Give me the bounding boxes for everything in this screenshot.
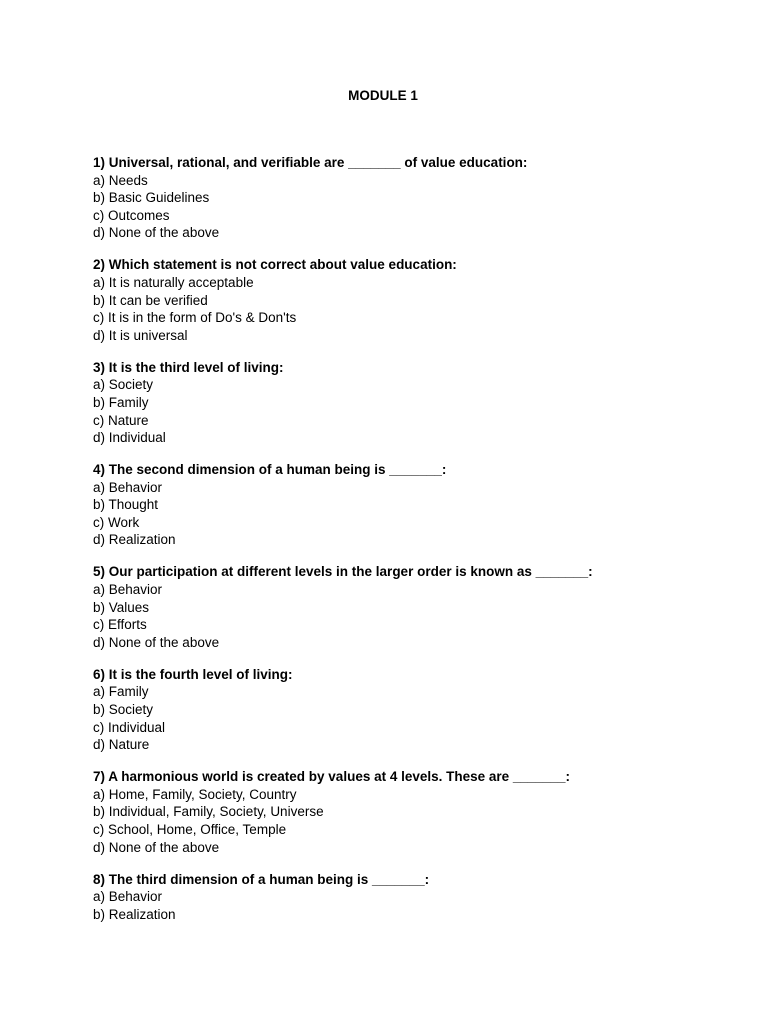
option-b: b) Basic Guidelines (93, 190, 210, 206)
question-1 (93, 154, 733, 242)
question-2 (93, 256, 733, 344)
option-c: c) School, Home, Office, Temple (93, 821, 287, 837)
option-c: c) It is in the form of Do's & Don'ts (93, 310, 297, 326)
question-4 (93, 461, 733, 549)
option-b: b) Thought (93, 497, 159, 513)
option-a: a) It is naturally acceptable (93, 274, 254, 290)
option-a: a) Society (93, 377, 154, 393)
question-text: 3) It is the third level of living: (93, 359, 284, 375)
question-text: 4) The second dimension of a human being is _______: (93, 462, 447, 478)
option-c: c) Efforts (93, 617, 147, 633)
page-title: MODULE 1 (348, 88, 418, 103)
option-d: d) None of the above (93, 634, 220, 650)
question-text: 5) Our participation at different levels in the larger order is known as _______: (93, 564, 593, 580)
option-d: d) Nature (93, 737, 150, 753)
option-a: a) Family (93, 684, 149, 700)
question-5 (93, 563, 733, 651)
option-d: d) None of the above (93, 839, 220, 855)
option-c: c) Nature (93, 412, 149, 428)
question-text: 2) Which statement is not correct about value education: (93, 257, 457, 273)
question-list (93, 154, 733, 938)
question-text: 7) A harmonious world is created by values at 4 levels. These are _______: (93, 769, 570, 785)
option-b: b) Family (93, 394, 149, 410)
question-text: 6) It is the fourth level of living: (93, 666, 293, 682)
option-b: b) Realization (93, 906, 176, 922)
option-d: d) None of the above (93, 225, 220, 241)
option-a: a) Needs (93, 172, 148, 188)
option-d: d) It is universal (93, 327, 188, 343)
option-c: c) Work (93, 514, 140, 530)
option-a: a) Behavior (93, 889, 163, 905)
option-b: b) It can be verified (93, 292, 208, 308)
question-8 (93, 871, 733, 924)
question-7 (93, 768, 733, 856)
option-a: a) Behavior (93, 479, 163, 495)
question-text: 1) Universal, rational, and verifiable are _______ of value education: (93, 155, 528, 170)
option-d: d) Realization (93, 532, 176, 548)
option-b: b) Individual, Family, Society, Universe (93, 804, 324, 820)
option-c: c) Individual (93, 719, 166, 735)
option-d: d) Individual (93, 430, 166, 446)
option-a: a) Behavior (93, 582, 163, 598)
question-3 (93, 359, 733, 447)
option-a: a) Home, Family, Society, Country (93, 786, 297, 802)
option-c: c) Outcomes (93, 207, 170, 223)
option-b: b) Values (93, 599, 150, 615)
option-b: b) Society (93, 701, 154, 717)
question-text: 8) The third dimension of a human being is _______: (93, 871, 430, 887)
question-6 (93, 666, 733, 754)
